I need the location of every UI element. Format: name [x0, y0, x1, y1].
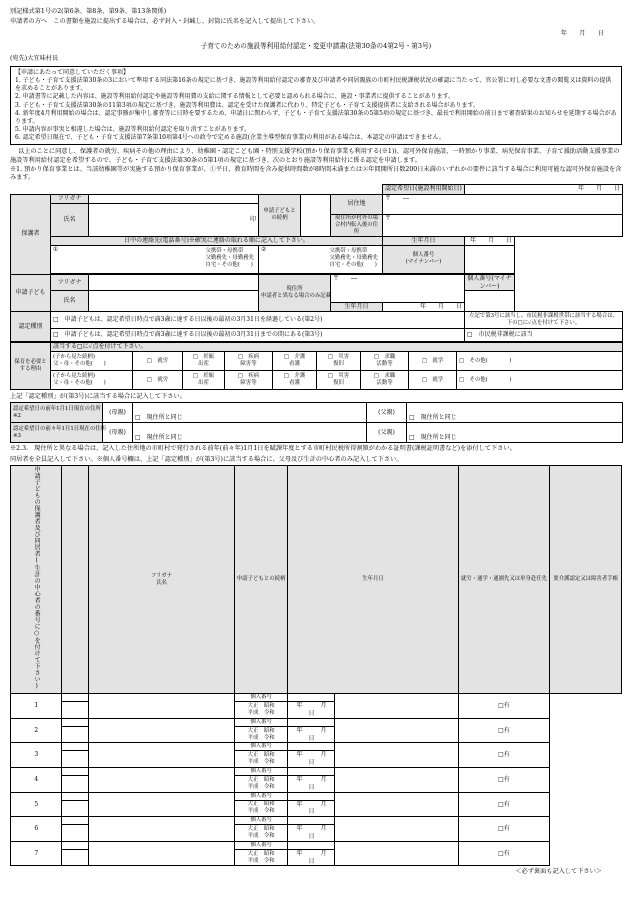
household-side-label: 申請子どもの保護者及び同居者(生計の中心者の番号に○を付けて下さい) [11, 466, 62, 694]
contact-2-field[interactable] [259, 245, 383, 273]
household-relation-field[interactable] [89, 694, 234, 719]
reason-disaster-1[interactable]: □ 災害 復旧 [317, 352, 361, 371]
household-mynumber-label: 個人番号 [234, 694, 288, 702]
guardian-relation-field[interactable] [301, 194, 331, 236]
consent-heading: 【申請にあたって同意していただく事項】 [15, 68, 130, 76]
reason-illness-1[interactable]: □ 疾病 障害等 [225, 352, 273, 371]
household-mynumber-label: 個人番号 [234, 817, 288, 825]
form-title: 子育てのための施設等利用給付認定・変更申請書(法第30条の4第2号・第3号) [200, 42, 432, 51]
household-era-options[interactable]: 大正 昭和 平成 令和 [234, 751, 288, 768]
household-row-number[interactable]: 7 [11, 841, 62, 866]
submission-date[interactable]: 年 月 日 [560, 30, 604, 38]
reason-disaster-2[interactable]: □ 災害 復旧 [317, 371, 361, 390]
household-work-field[interactable] [335, 743, 458, 768]
guardian-relation-label: 申請子どもとの続柄 [259, 194, 301, 236]
note-1: ※1. 預かり保育事業とは、当該幼稚園等が実施する預かり保育事業が、①平日、教育時間を含み提供時間数が8時間未満または②年間開所日数200日未満のいずれかの要件に該当する場合に利用可能な認可外保育施設を含みます。 [10, 165, 622, 181]
child-address-field[interactable]: 〒 ― [331, 274, 465, 303]
household-era-options[interactable]: 大正 昭和 平成 令和 [234, 702, 288, 719]
tax-exempt-checkbox[interactable]: □ 市民税非課税に該当 [465, 329, 623, 342]
household-era-options[interactable]: 大正 昭和 平成 令和 [234, 800, 288, 817]
out-of-village-label: 現住所が村外の場合村内転入後の住所 [331, 214, 383, 236]
residence-field[interactable]: 〒 ― [383, 194, 623, 214]
household-birth-field[interactable]: 年 月 日 [288, 849, 335, 866]
note-2-3: ※2.3. 現住所と異なる場合は、記入した住所地の市町村で発行される前年(前々年)1月1日を賦課年度とする市町村民税所得割額がわかる証明書(課税証明書など)を添付して下さい。 [10, 445, 516, 453]
household-birth-field[interactable]: 年 月 日 [288, 726, 335, 743]
household-mynumber-label: 個人番号 [234, 767, 288, 775]
form-page [10, 8, 622, 898]
desired-date-label: 認定希望日(施設利用開始日) [383, 184, 465, 194]
household-birth-field[interactable]: 年 月 日 [288, 800, 335, 817]
prev-year-father-field[interactable]: □ 現住所と同じ [407, 403, 623, 423]
household-mynumber-field[interactable] [288, 694, 335, 702]
cert-type-2-option[interactable]: □ 申請子どもは、認定希望日時点で満3歳に達する日以後の最初の3月31日を経過している(第2号) [51, 312, 465, 329]
guardian-name-label: 氏名 [51, 203, 89, 236]
prev2-year-address-label: 認定希望日の前々年1月1日現在の住所 ※3 [11, 423, 103, 443]
household-furigana-field[interactable] [62, 694, 89, 702]
section3-note: 上記「認定種別」が(第3号)に該当する場合に記入して下さい。 [10, 393, 186, 401]
consent-item: 3. 子ども・子育て支援法第30条の11第3項の規定に基づき、施設等利用費は、認定を受けた保護者に代わり、特定子ども・子育て支援提供者に支給される場合があります。 [15, 101, 480, 109]
household-work-field[interactable] [335, 817, 458, 842]
household-work-field[interactable] [335, 694, 458, 719]
consent-item: 1. 子ども・子育て支援法第30条の3において準用する同法第16条の規定に基づき、施設等利用給付認定の審査及び申請者や同居親族の市町村民税課税状況の確認に当たって、官公署に対し必要な文書の閲覧又は資料の提供を求めることがあります。 [15, 77, 612, 92]
reason-label: 保育を必要とする理由 [11, 343, 51, 390]
household-furigana-field[interactable] [62, 792, 89, 800]
prev2-year-mother-field[interactable]: □ 現住所と同じ [133, 423, 367, 443]
reason-table [10, 342, 623, 390]
intro-text: 以上のことに同意し、保護者の就労、疾病その他の理由により、幼稚園・認定こども園・特別支援学校(預かり保育事業も利用する(※1))、認可外保育施設、一時預かり事業、病児保育事業、子育て援助活動支援事業の施設等利用給付認定を希望するので、子ども・子育て支援法第30条の5第1項の規定に基づき、次のとおり施設等利用給付に係る認定を申請します。 [10, 148, 620, 164]
household-work-field[interactable] [335, 718, 458, 743]
reason-care-1[interactable]: □ 介護 看護 [273, 352, 317, 371]
household-mynumber-field[interactable] [288, 767, 335, 775]
household-mynumber-label: 個人番号 [234, 841, 288, 849]
household-care-checkbox[interactable]: □有 [458, 718, 550, 743]
prev-address-table [10, 402, 623, 443]
household-care-checkbox[interactable]: □有 [458, 694, 550, 719]
reason-relation-1[interactable]: (子から見た続柄) 父・母・その他( ) [51, 352, 133, 371]
household-mynumber-label: 個人番号 [234, 718, 288, 726]
household-name-field[interactable] [62, 776, 89, 793]
household-care-header: 要介護認定又は障害者手帳 [550, 466, 622, 694]
household-furigana-field[interactable] [62, 743, 89, 751]
form-id: 別記様式第1号の2(第6条、第8条、第9条、第13条関係) [10, 8, 167, 15]
reason-care-2[interactable]: □ 介護 看護 [273, 371, 317, 390]
household-furigana-field[interactable] [62, 841, 89, 849]
guardian-birth-label: 生年月日 [383, 236, 465, 245]
reason-illness-2[interactable]: □ 疾病 障害等 [225, 371, 273, 390]
household-name-field[interactable] [62, 751, 89, 768]
household-mynumber-field[interactable] [288, 817, 335, 825]
cert-type-3-option[interactable]: □ 申請子どもは、認定希望日時点で満3歳に達する日以後の最初の3月31日までの間にある(第3号) [51, 329, 465, 342]
child-furigana-label: フリガナ [51, 274, 89, 291]
guardian-furigana-field[interactable] [89, 194, 259, 203]
child-name-field[interactable] [89, 291, 259, 312]
child-name-label: 氏名 [51, 291, 89, 312]
reason-relation-2[interactable]: (子から見た続柄) 父・母・その他( ) [51, 371, 133, 390]
prev-year-father-label: (父親) [367, 403, 407, 423]
child-section-label: 申請子ども [11, 274, 51, 312]
child-address-label: 現住所 申請者と異なる場合のみ記載 [259, 274, 331, 312]
household-row-number[interactable]: 5 [11, 792, 62, 817]
household-mynumber-field[interactable] [288, 841, 335, 849]
household-work-field[interactable] [335, 792, 458, 817]
guardian-mynumber-label: 個人番号 (マイナンバー) [383, 245, 465, 273]
household-name-field[interactable] [62, 849, 89, 866]
reason-instruction: 該当する□に✓点を付けて下さい。 [51, 343, 623, 352]
consent-box [10, 66, 622, 146]
child-furigana-field[interactable] [89, 274, 259, 291]
reason-study-1[interactable]: □ 就学 [409, 352, 457, 371]
guardian-furigana-label: フリガナ [51, 194, 89, 203]
household-mynumber-label: 個人番号 [234, 792, 288, 800]
prev-year-mother-label: (母親) [103, 403, 133, 423]
household-care-checkbox[interactable]: □有 [458, 792, 550, 817]
consent-item: 6. 認定希望日現在で、子ども・子育て支援法第7条第10項第4号への政令で定める施設(企業主導型保育事業)の利用がある場合は、本認定の申請はできません。 [15, 134, 445, 142]
household-name-field[interactable] [62, 702, 89, 719]
reason-jobseek-1[interactable]: □ 求職 活動等 [361, 352, 409, 371]
guardian-section-label: 保護者 [11, 194, 51, 274]
household-birth-field[interactable]: 年 月 日 [288, 751, 335, 768]
household-care-checkbox[interactable]: □有 [458, 743, 550, 768]
household-mynumber-field[interactable] [288, 743, 335, 751]
consent-item: 2. 申請書等に記載した内容は、施設等利用給付認定や施設等利用費の支給に関する情報として必要と認められる場合に、施設・事業者に提供することがあります。 [15, 93, 455, 101]
household-care-checkbox[interactable]: □有 [458, 767, 550, 792]
reason-birth-2[interactable]: □ 妊娠 出産 [183, 371, 225, 390]
household-name-field[interactable] [62, 800, 89, 817]
applicant-notice: 申請者の方へ この書類を施設に提出する場合は、必ず封入・封緘し、封筒に氏名を記入して提出して下さい。 [10, 18, 320, 26]
household-birth-field[interactable]: 年 月 日 [288, 776, 335, 793]
residence-label: 居住地 [331, 194, 383, 214]
reason-study-2[interactable]: □ 就学 [409, 371, 457, 390]
reason-work-2[interactable]: □ 就労 [133, 371, 183, 390]
consent-item: 5. 申請内容が事実と相違した場合は、施設等利用給付認定を取り消すことがあります。 [15, 125, 251, 133]
reason-other-2[interactable]: □ その他( ) [457, 371, 623, 390]
contact-1-field[interactable] [51, 245, 259, 273]
reason-other-1[interactable]: □ その他( ) [457, 352, 623, 371]
prev-year-address-label: 認定希望日の前年1月1日現在の住所 ※2 [11, 403, 103, 423]
contact-1-options[interactable]: 父携帯・母携帯 父勤務先・母勤務先 自宅・その他( ) [205, 247, 254, 269]
household-era-options[interactable]: 大正 昭和 平成 令和 [234, 726, 288, 743]
household-relation-field[interactable] [89, 743, 234, 768]
contact-2-options[interactable]: 父携帯・母携帯 父勤務先・母勤務先 自宅・その他( ) [329, 247, 378, 269]
household-row-number[interactable]: 3 [11, 743, 62, 768]
child-birth-field[interactable]: 年 月 日 [383, 303, 465, 312]
household-birth-field[interactable]: 年 月 日 [288, 702, 335, 719]
household-mynumber-field[interactable] [288, 792, 335, 800]
household-relation-field[interactable] [89, 792, 234, 817]
household-work-header: 就労・通学・通園先又は単身赴任先 [458, 466, 550, 694]
guardian-birth-field[interactable]: 年 月 日 [465, 236, 515, 245]
household-era-options[interactable]: 大正 昭和 平成 令和 [234, 776, 288, 793]
addressee: (宛先)大宜味村長 [10, 54, 59, 62]
household-furigana-field[interactable] [62, 767, 89, 775]
cert-type-note: 左記で第3号に該当し、市民税非課税世帯に該当する場合は、下の□に✓点を付けて下さい。 [465, 312, 623, 329]
household-care-checkbox[interactable]: □有 [458, 817, 550, 842]
guardian-mynumber-field[interactable] [465, 245, 515, 273]
child-mynumber-field[interactable] [465, 291, 515, 312]
cert-type-label: 認定種別 [11, 312, 51, 342]
child-birth-label: 生年月日 [331, 303, 383, 312]
household-relation-field[interactable] [89, 767, 234, 792]
household-row-number[interactable]: 1 [11, 694, 62, 719]
prev2-year-father-field[interactable]: □ 現住所と同じ [407, 423, 623, 443]
prev-year-mother-field[interactable]: □ 現住所と同じ [133, 403, 367, 423]
reason-work-1[interactable]: □ 就労 [133, 352, 183, 371]
household-row-number[interactable]: 2 [11, 718, 62, 743]
contact-1-number: ① [53, 245, 59, 253]
household-mynumber-label: 個人番号 [234, 743, 288, 751]
daytime-contact-label: 日中の連絡先(電話番号)※確実に連絡の取れる順に記入して下さい。 [51, 236, 383, 245]
household-work-field[interactable] [335, 841, 458, 866]
reason-jobseek-2[interactable]: □ 求職 活動等 [361, 371, 409, 390]
household-birth-field[interactable]: 年 月 日 [288, 825, 335, 842]
household-row-number[interactable]: 4 [11, 767, 62, 792]
household-care-checkbox[interactable]: □有 [458, 841, 550, 866]
child-mynumber-label: 個人番号(マイナンバー) [465, 274, 515, 291]
out-of-village-field[interactable]: 〒 [383, 214, 623, 236]
household-furigana-field[interactable] [62, 718, 89, 726]
household-work-field[interactable] [335, 767, 458, 792]
prev2-year-mother-label: (母親) [103, 423, 133, 443]
household-name-field[interactable] [62, 825, 89, 842]
prev2-year-father-label: (父親) [367, 423, 407, 443]
household-birth-header: 生年月日 [288, 466, 458, 694]
household-relation-header: 申請子どもとの続柄 [234, 466, 288, 694]
household-table [10, 465, 622, 866]
household-furigana-field[interactable] [62, 817, 89, 825]
contact-2-number: ② [261, 245, 267, 253]
desired-date-field[interactable]: 年 月 日 [465, 184, 623, 194]
household-era-options[interactable]: 大正 昭和 平成 令和 [234, 849, 288, 866]
consent-item: 4. 新年度4月利用開始の場合は、認定事務が集中し審査等に日時を要するため、申請日に関わらず、子ども・子育て支援法第30条の5第5項の規定に基づき、最長で利用開始の前日まで審査結果のお知らせを延期する場合があります。 [15, 109, 617, 125]
application-table [10, 184, 623, 343]
guardian-name-field[interactable]: 印 [89, 203, 259, 236]
household-relation-field[interactable] [89, 817, 234, 842]
household-relation-field[interactable] [89, 841, 234, 866]
household-name-header: フリガナ 氏名 [89, 466, 234, 694]
household-note: 同居者を全員記入して下さい。※個人番号欄は、上記「認定種別」が(第3号)に該当する場合に、父母及び生計の中心者のみ記入して下さい。 [10, 456, 403, 464]
household-name-field[interactable] [62, 726, 89, 743]
footer-note: ＜必ず裏面も記入して下さい＞ [515, 868, 602, 876]
household-era-options[interactable]: 大正 昭和 平成 令和 [234, 825, 288, 842]
household-mynumber-field[interactable] [288, 718, 335, 726]
household-row-number[interactable]: 6 [11, 817, 62, 842]
reason-birth-1[interactable]: □ 妊娠 出産 [183, 352, 225, 371]
household-relation-field[interactable] [89, 718, 234, 743]
